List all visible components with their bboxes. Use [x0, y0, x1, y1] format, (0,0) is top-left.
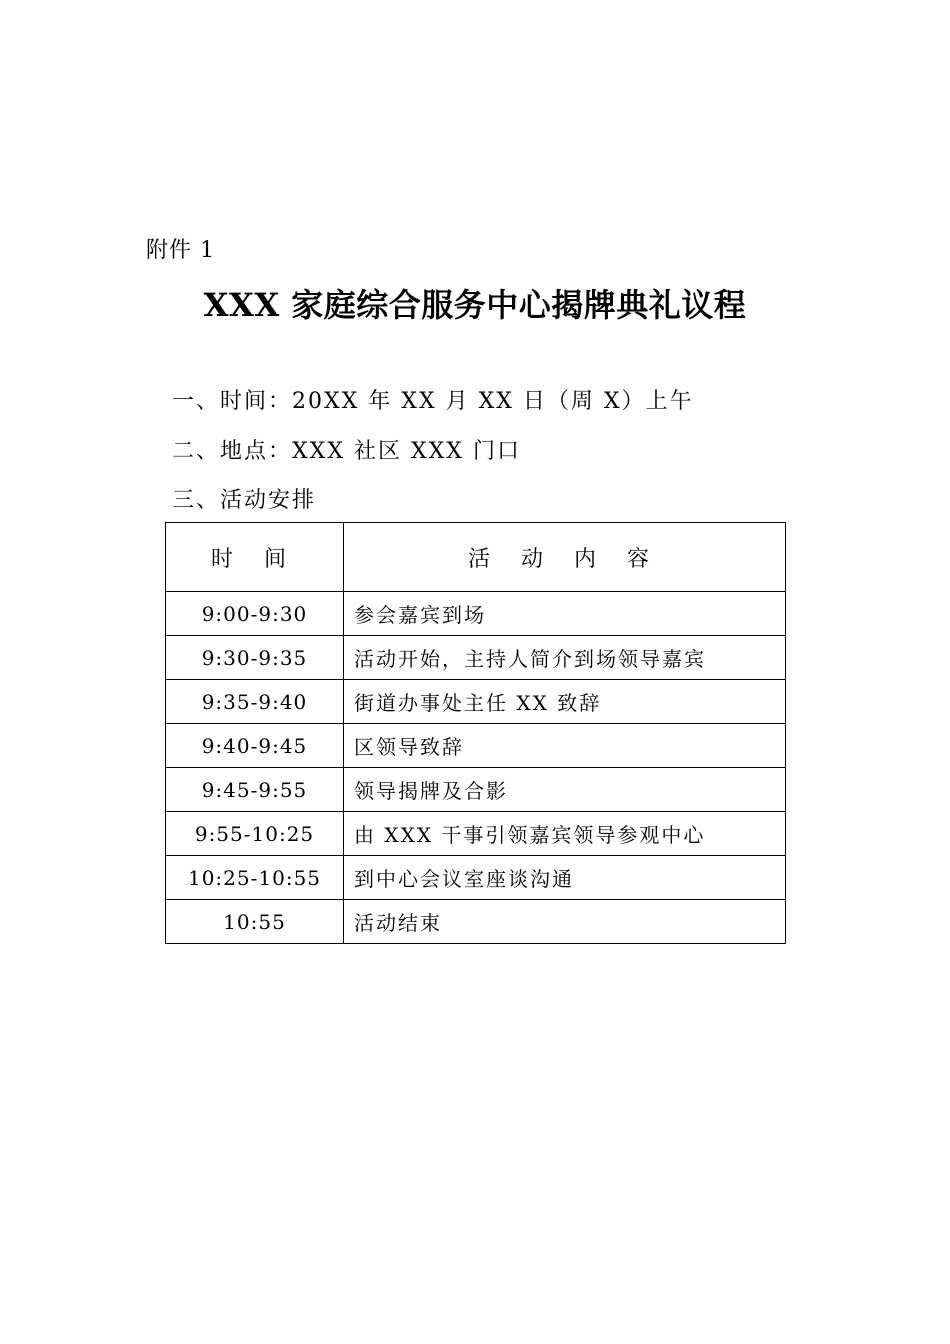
table-row: [166, 680, 786, 724]
schedule-table: [165, 522, 786, 944]
table-row: [166, 592, 786, 636]
info-location: 二、地点：XXX 社区 XXX 门口: [172, 439, 521, 464]
row-time: 9:45-9:55: [166, 768, 344, 812]
row-time: 10:55: [166, 900, 344, 944]
row-content: 由 XXX 干事引领嘉宾领导参观中心: [344, 812, 786, 856]
row-content: 街道办事处主任 XX 致辞: [344, 680, 786, 724]
row-content: 到中心会议室座谈沟通: [344, 856, 786, 900]
row-time: 10:25-10:55: [166, 856, 344, 900]
document-title: XXX 家庭综合服务中心揭牌典礼议程: [203, 286, 747, 324]
row-content: 参会嘉宾到场: [344, 592, 786, 636]
row-time: 9:00-9:30: [166, 592, 344, 636]
table-row: [166, 636, 786, 680]
row-content: 区领导致辞: [344, 724, 786, 768]
row-content: 活动结束: [344, 900, 786, 944]
row-time: 9:40-9:45: [166, 724, 344, 768]
table-row: [166, 768, 786, 812]
table-row: [166, 900, 786, 944]
table-row: [166, 812, 786, 856]
attachment-label: 附件 1: [146, 238, 215, 263]
table-row: [166, 724, 786, 768]
table-header-row: [166, 523, 786, 592]
row-time: 9:30-9:35: [166, 636, 344, 680]
row-time: 9:35-9:40: [166, 680, 344, 724]
row-content: 活动开始，主持人简介到场领导嘉宾: [344, 636, 786, 680]
header-content: 活 动 内 容: [344, 523, 786, 592]
table-row: [166, 856, 786, 900]
info-arrangement: 三、活动安排: [172, 488, 317, 513]
row-content: 领导揭牌及合影: [344, 768, 786, 812]
info-time: 一、时间：20XX 年 XX 月 XX 日（周 X）上午: [172, 389, 694, 414]
header-time: 时 间: [166, 523, 344, 592]
row-time: 9:55-10:25: [166, 812, 344, 856]
